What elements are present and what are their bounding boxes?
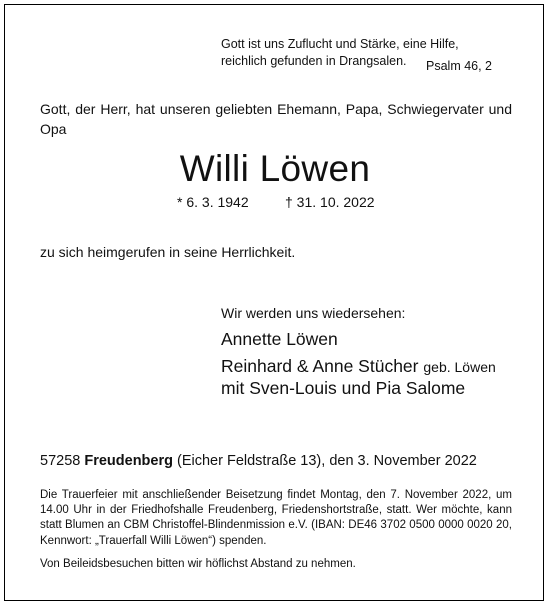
- intro-text: Gott, der Herr, hat unseren geliebten Ehemann, Papa, Schwiegervater und Opa: [40, 101, 512, 137]
- town-name: Freudenberg: [84, 453, 173, 469]
- bible-verse-reference: Psalm 46, 2: [426, 59, 493, 73]
- mourner-line-1: Annette Löwen: [221, 329, 338, 349]
- mourner-line-3: mit Sven-Louis und Pia Salome: [221, 378, 466, 398]
- bible-verse-line-1: Gott ist uns Zuflucht und Stärke, eine Hilfe,: [221, 37, 459, 51]
- deceased-name: Willi Löwen: [179, 148, 371, 189]
- bible-verse-line-2: reichlich gefunden in Drangsalen.: [221, 54, 407, 68]
- mourner-line-2-name: Reinhard & Anne Stücher: [221, 356, 419, 376]
- bible-verse: [221, 36, 459, 70]
- funeral-information: Die Trauerfeier mit anschließender Beisetzung findet Montag, den 7. November 2022, um 14.00 Uhr in der Friedhofshalle Freudenberg, Friedenshortstraße, statt. Wer möchte, kann statt Blumen an CBM Christoffel-Blindenmission e.V. (IBAN: DE46 3702 0500 0000 0020 20, Kennwort: „Trauerfall Willi Löwen“) spenden.: [40, 489, 512, 547]
- condolence-note: Von Beileidsbesuchen bitten wir höflichst Abstand zu nehmen.: [40, 558, 356, 570]
- birth-date: * 6. 3. 1942: [177, 194, 249, 210]
- mourners-intro: Wir werden uns wiedersehen:: [221, 305, 406, 321]
- death-date: † 31. 10. 2022: [285, 194, 375, 210]
- maiden-name-note: geb. Löwen: [423, 359, 496, 375]
- mourner-line-2: [221, 356, 496, 377]
- address-and-date: (Eicher Feldstraße 13), den 3. November 2022: [177, 453, 477, 469]
- place-and-date: [40, 453, 477, 469]
- postal-code: 57258: [40, 453, 81, 469]
- called-home-text: zu sich heimgerufen in seine Herrlichkeit.: [40, 244, 296, 260]
